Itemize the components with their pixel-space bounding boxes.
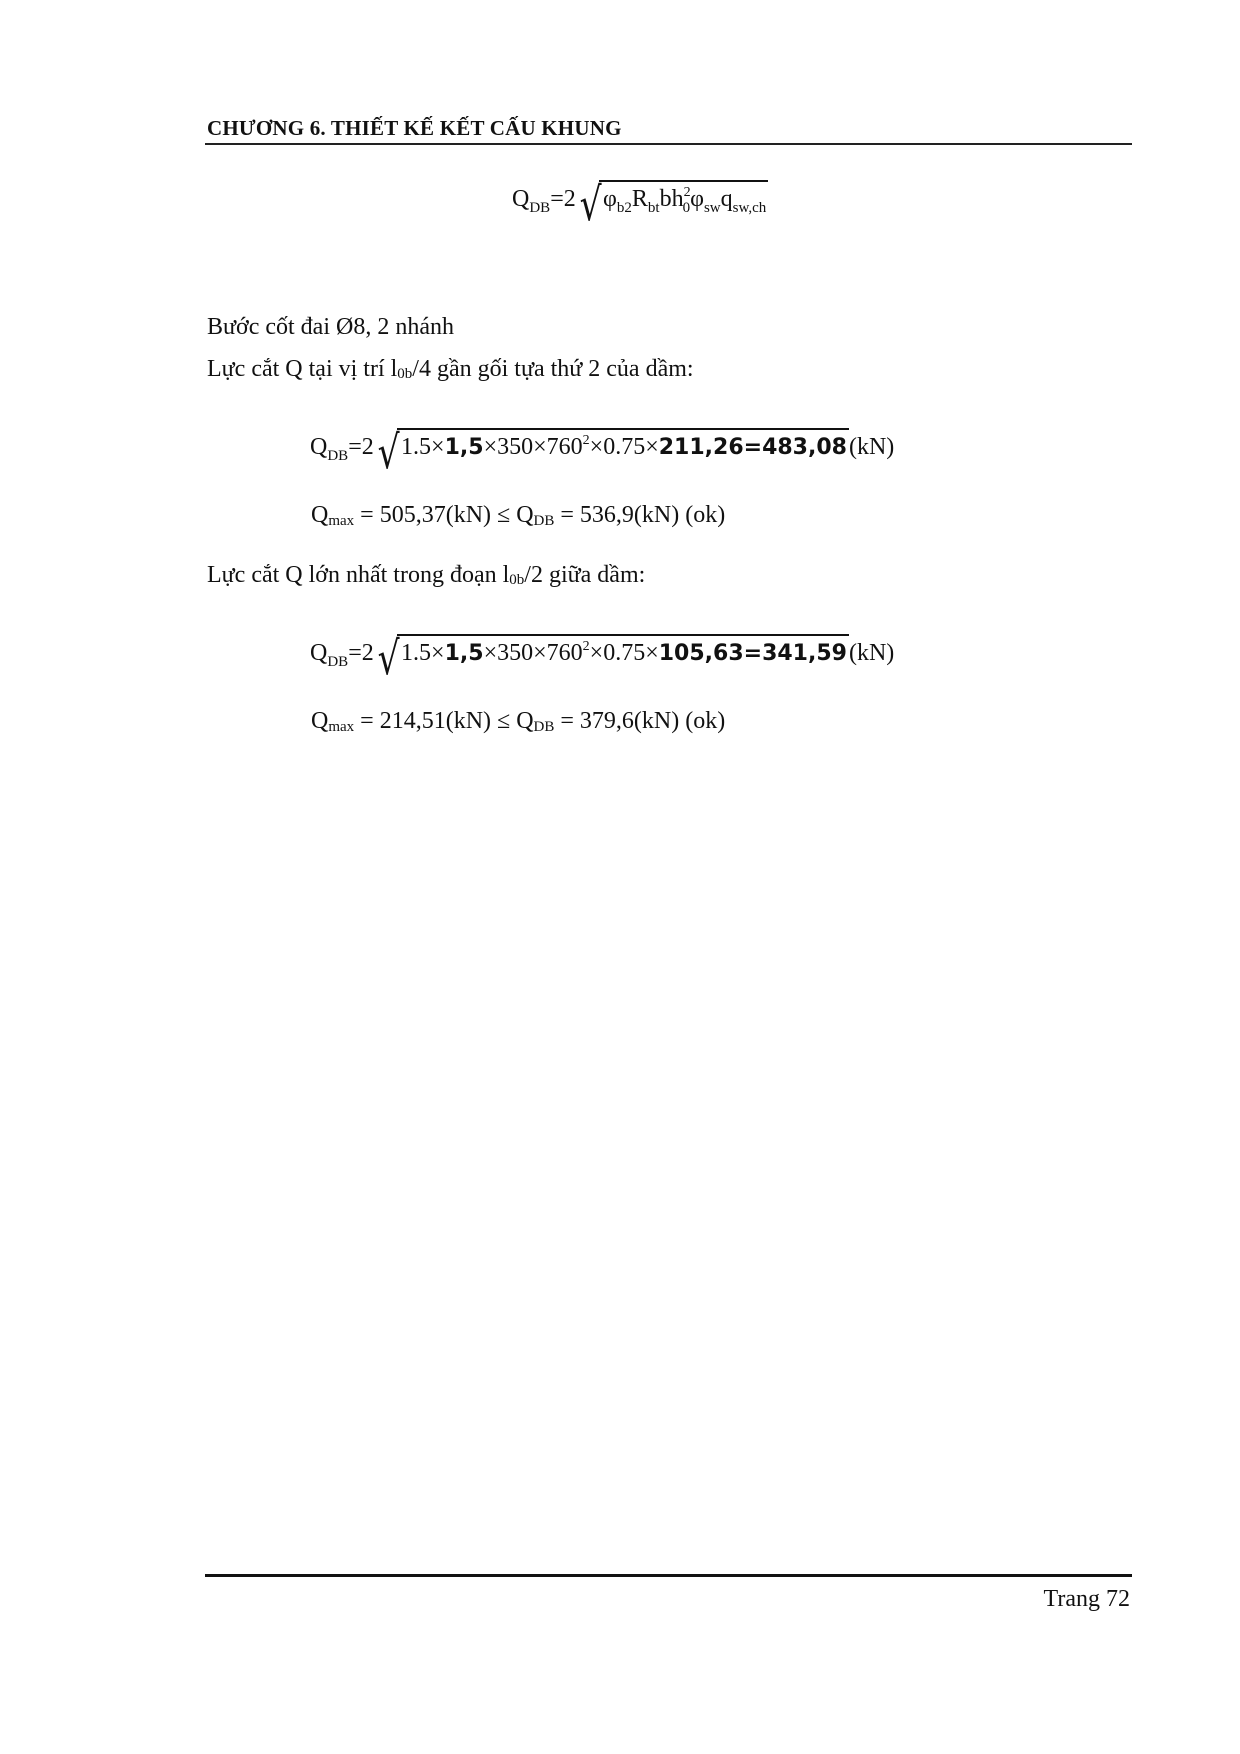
check2-q-sub: max [328, 719, 355, 735]
term-q-swch-sub: sw,ch [732, 200, 767, 216]
check1-q-sub: max [328, 513, 355, 529]
check2-q: Q [311, 708, 329, 734]
f2-radicand [397, 634, 849, 665]
term-rbt-sub: bt [647, 200, 660, 216]
f1-lhs-sub: DB [327, 448, 349, 464]
formula-2 [310, 631, 895, 685]
para2-text-after: /4 gần gối tựa thứ 2 của dầm: [412, 356, 694, 382]
para2-sub: 0b [397, 366, 413, 382]
term-q-swch: q [720, 186, 733, 212]
formula-lhs-sub: DB [529, 200, 551, 216]
f1-unit: (kN) [848, 434, 895, 460]
f2-lhs: Q [310, 640, 328, 666]
para2-text-before: Lực cắt Q tại vị trí l [207, 356, 398, 382]
f1-radicand [397, 428, 849, 459]
term-phi-b2: φ [603, 186, 617, 212]
header-rule [205, 143, 1132, 145]
check1-mid: = 505,37(kN) ≤ Q [354, 502, 534, 528]
check2-end: = 379,6(kN) (ok) [554, 708, 726, 734]
check-1 [311, 502, 725, 530]
check2-mid: = 214,51(kN) ≤ Q [354, 708, 534, 734]
f1-eq: =2 [348, 434, 374, 460]
f2-e: 105,63=341,59 [658, 641, 847, 666]
page-number: Trang 72 [1043, 1586, 1130, 1612]
footer-rule [205, 1574, 1132, 1577]
f1-e: 211,26=483,08 [658, 435, 847, 460]
f2-a: 1.5× [401, 640, 445, 666]
f2-eq: =2 [348, 640, 374, 666]
f1-sup: 2 [582, 433, 590, 448]
term-phi-sw-sub: sw [703, 200, 721, 216]
radical-icon: √ [377, 631, 400, 685]
para3-text-after: /2 giữa dầm: [524, 562, 646, 588]
term-bh0-sup: 2 [683, 185, 691, 200]
formula-1 [310, 425, 895, 479]
formula-eq: =2 [550, 186, 576, 212]
para-stirrup: Bước cốt đai Ø8, 2 nhánh [207, 314, 454, 340]
check2-db-sub: DB [533, 719, 555, 735]
f2-b: 1,5 [444, 641, 484, 666]
formula-general [512, 177, 768, 231]
f1-b: 1,5 [444, 435, 484, 460]
para3-text-before: Lực cắt Q lớn nhất trong đoạn l [207, 562, 510, 588]
check1-q: Q [311, 502, 329, 528]
term-bh0-sub: 0 [682, 200, 691, 216]
radical-icon: √ [579, 177, 602, 231]
check1-db-sub: DB [533, 513, 555, 529]
radical-icon: √ [377, 425, 400, 479]
f2-c: ×350×760 [483, 640, 583, 666]
f2-lhs-sub: DB [327, 654, 349, 670]
f1-c: ×350×760 [483, 434, 583, 460]
term-phi-sw: φ [690, 186, 704, 212]
f2-sup: 2 [582, 639, 590, 654]
para-shear-midspan [207, 562, 645, 589]
para-shear-support [207, 356, 694, 383]
f1-lhs: Q [310, 434, 328, 460]
check-2 [311, 708, 725, 736]
formula-lhs: Q [512, 186, 530, 212]
para3-sub: 0b [509, 572, 525, 588]
formula-radicand [599, 180, 768, 216]
check1-end: = 536,9(kN) (ok) [554, 502, 726, 528]
chapter-header: CHƯƠNG 6. THIẾT KẾ KẾT CẤU KHUNG [207, 116, 622, 140]
f2-d: ×0.75× [589, 640, 659, 666]
term-bh0: bh [659, 186, 684, 212]
f2-unit: (kN) [848, 640, 895, 666]
term-phi-b2-sub: b2 [616, 200, 632, 216]
f1-d: ×0.75× [589, 434, 659, 460]
f1-a: 1.5× [401, 434, 445, 460]
term-rbt: R [631, 186, 648, 212]
